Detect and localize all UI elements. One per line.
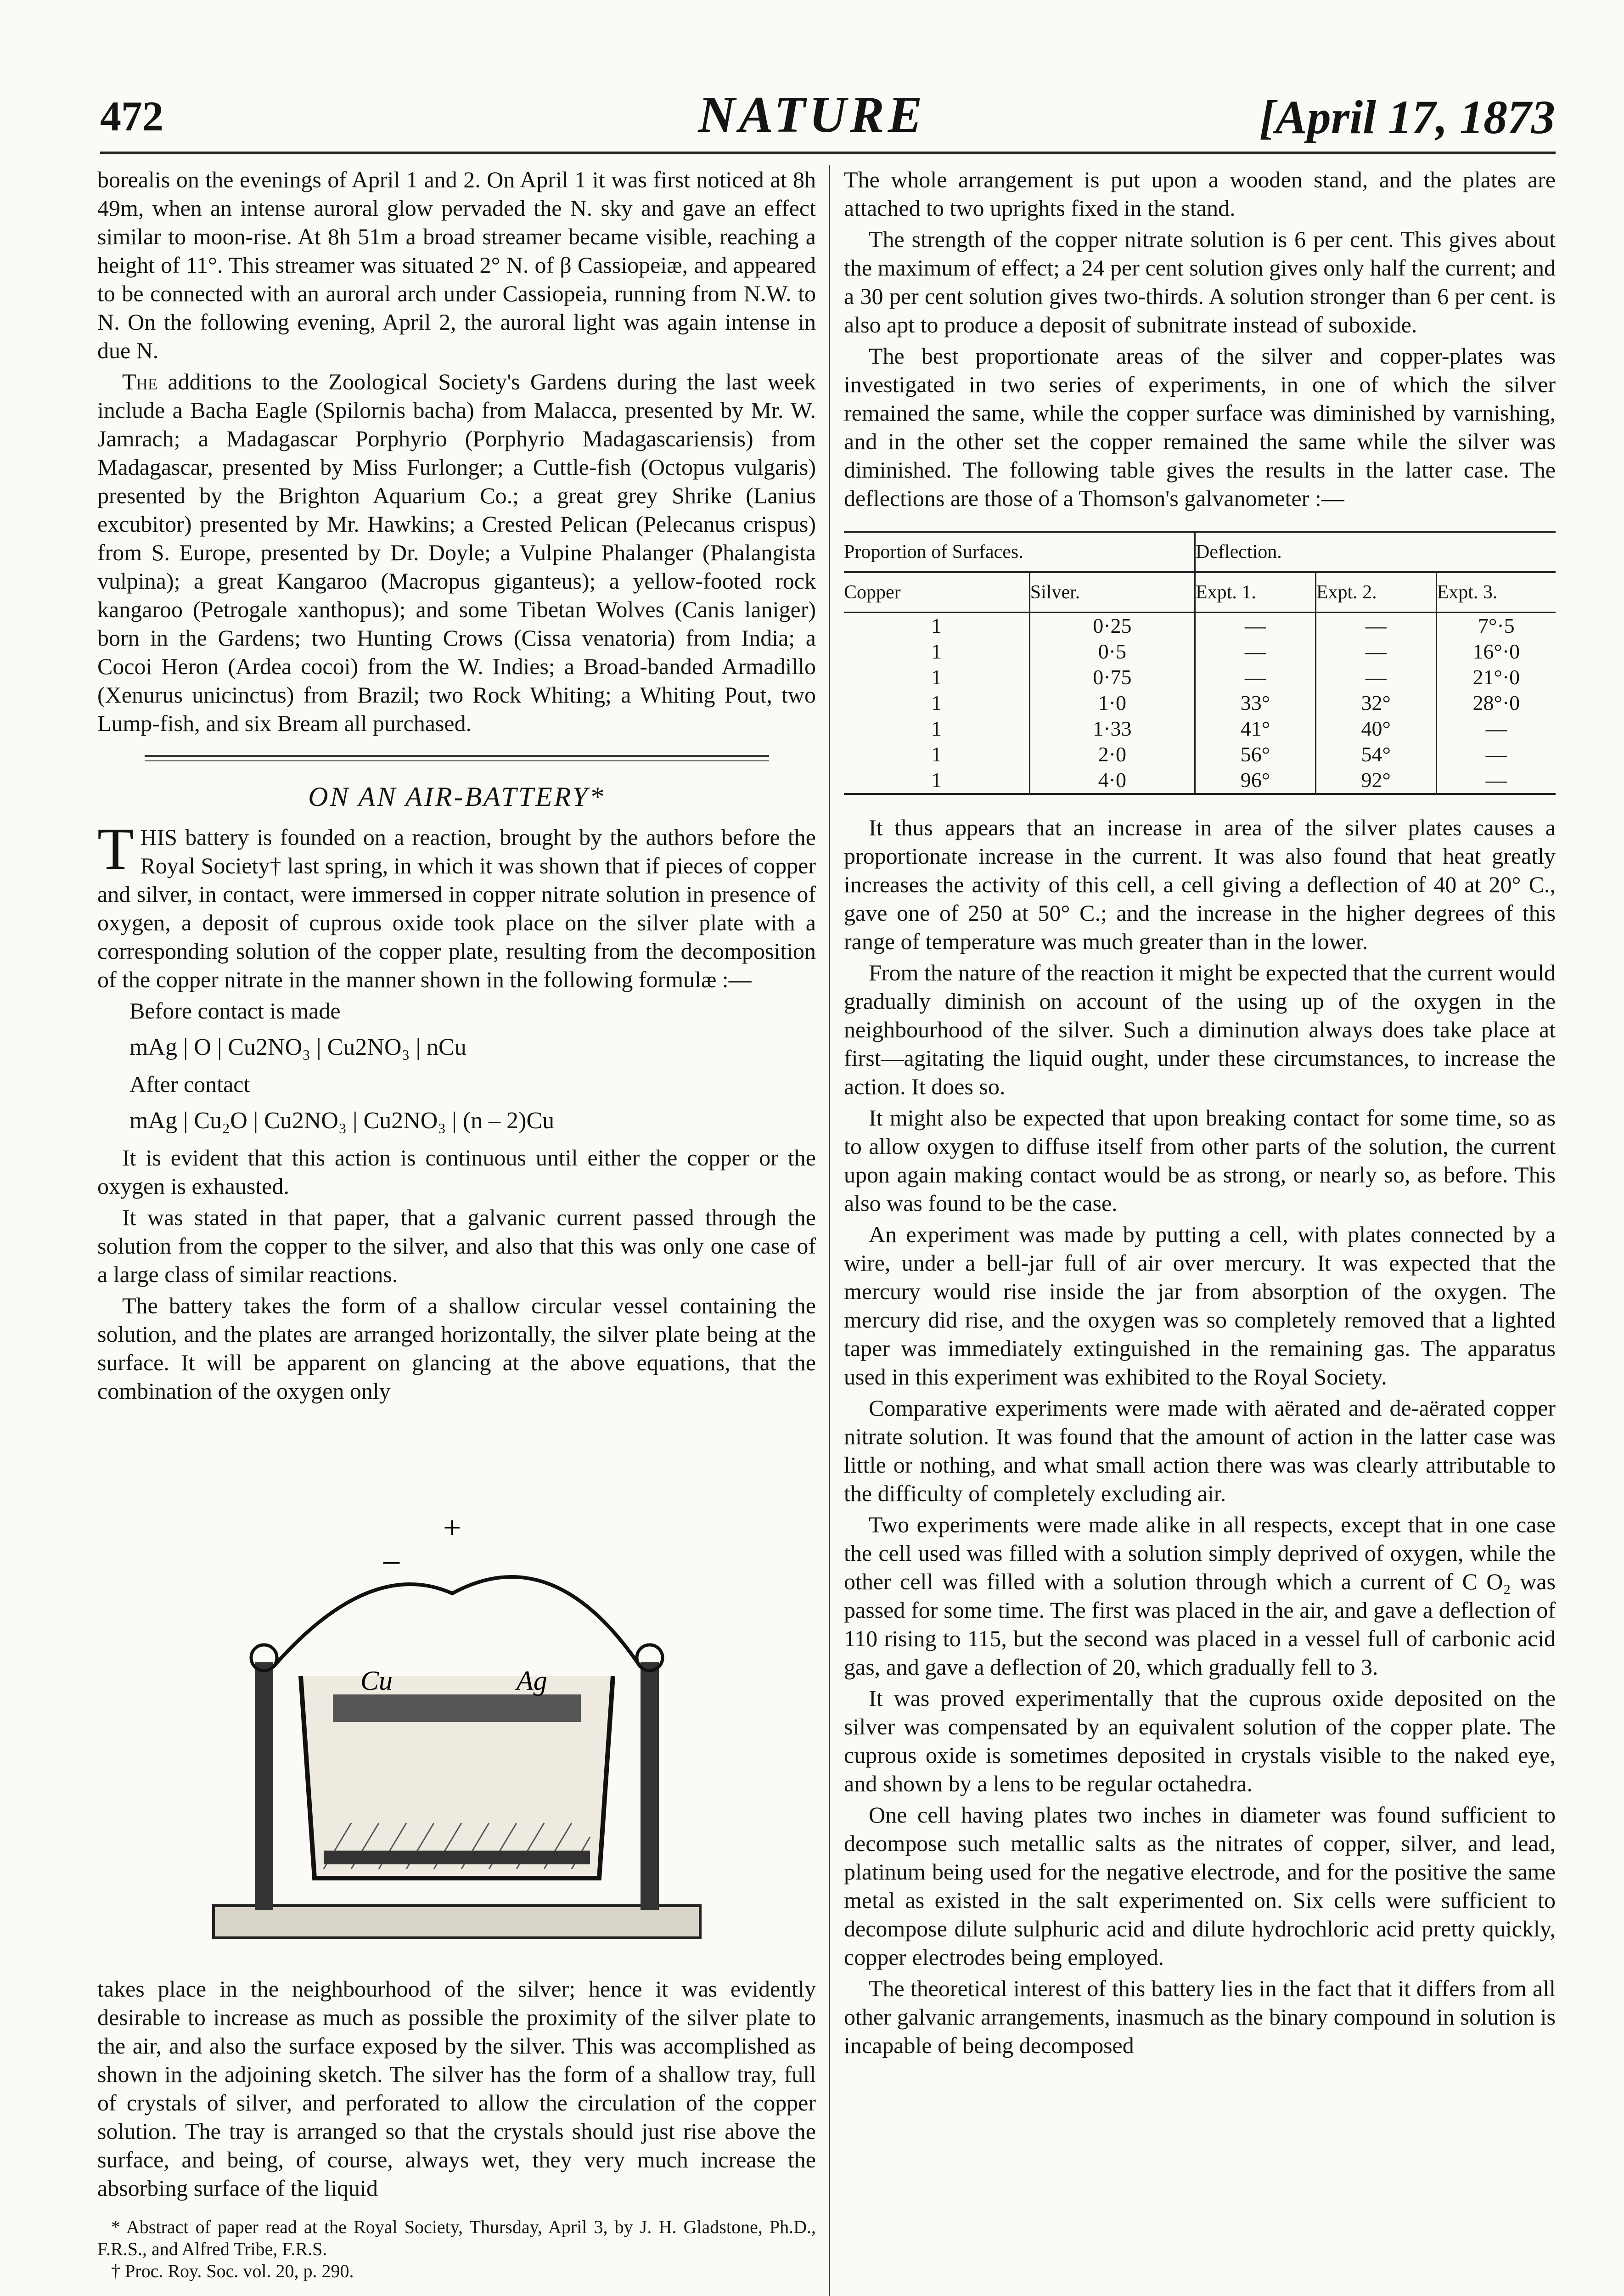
tray-paragraph: takes place in the neighbourhood of the silver; hence it was evidently desirable to increase as much as possible the proximity of the silver plate to the air, and also the surface exposed by the silver. This was accomplished as shown in the adjoining sketch. The silver has the form of a shallow tray, full of crystals of silver, and perforated to allow the circulation of the copper solution. The tray is arranged so that the crystals should just rise above the surface, and being, of course, always wet, they very much increase the absorbing surface of the liquid <box>97 1976 816 2201</box>
table-cell: 21°·0 <box>1436 664 1556 690</box>
minus-sign: – <box>383 1542 399 1578</box>
table-cell: 56° <box>1195 742 1316 767</box>
table-cell: 1 <box>931 768 942 792</box>
zoo-paragraph <box>97 367 816 737</box>
footnote-proc: † Proc. Roy. Soc. vol. 20, p. 290. <box>111 2261 354 2281</box>
area-increase-paragraph: It thus appears that an increase in area of the silver plates causes a proportionate increase in the current. It was also found that heat greatly increases the activity of this cell, a cell giving a deflection of 40 at 20° C., gave one of 250 at 50° C.; and the increase in the higher degrees of this range of temperature was much greater than in the lower. <box>844 815 1556 954</box>
table-cell: 1 <box>931 691 942 715</box>
cuprous-oxide-paragraph: It was proved experimentally that the cuprous oxide deposited on the silver was compensated by an equivalent solution of the copper plate. The cuprous oxide is sometimes deposited in crystals visible to the naked eye, and shown by a lens to be regular octahedra. <box>844 1685 1556 1796</box>
before-contact-label: Before contact is made <box>129 998 341 1024</box>
table-cell: — <box>1195 639 1316 664</box>
table-cell: — <box>1315 664 1436 690</box>
table-cell: 41° <box>1195 716 1316 742</box>
battery-figure <box>186 1419 728 1961</box>
issue-date: [April 17, 1873 <box>1259 91 1555 144</box>
table-header-expt3: Expt. 3. <box>1436 572 1556 613</box>
column-divider <box>829 165 830 2296</box>
breaking-contact-paragraph: It might also be expected that upon breaking contact for some time, so as to allow oxygen to diffuse itself from other parts of the solution, the current upon again making contact would be as strong, or nearly so, as before. This also was found to be the case. <box>844 1105 1556 1216</box>
article-title: ON AN AIR-BATTERY* <box>308 782 605 812</box>
left-upright <box>255 1662 273 1910</box>
aerated-paragraph: Comparative experiments were made with aërated and de-aërated copper nitrate solution. It was found that the amount of action in the latter case was little or nothing, and what small action there was was clearly attributable to the difficulty of completely excluding air. <box>844 1395 1556 1506</box>
deflection-table <box>844 531 1556 795</box>
table-cell: 0·5 <box>1029 639 1195 664</box>
table-cell: 1·33 <box>1029 716 1195 742</box>
strength-paragraph: The strength of the copper nitrate solution is 6 per cent. This gives about the maximum of effect; a 24 per cent solution gives only half the current; and a 30 per cent solution gives two-thirds. A solution stronger than 6 per cent. is also apt to produce a deposit of subnitrate instead of suboxide. <box>844 226 1556 338</box>
table-row <box>844 664 1556 690</box>
current-paragraph: It was stated in that paper, that a galvanic current passed through the solution from the copper to the silver, and also that this was only one case of a large class of similar reactions. <box>97 1204 816 1287</box>
table-cell: 1 <box>931 614 942 637</box>
table-cell: 7°·5 <box>1436 613 1556 639</box>
table-cell: — <box>1436 716 1556 742</box>
right-upright <box>641 1662 659 1910</box>
table-cell: 40° <box>1315 716 1436 742</box>
table-row <box>844 690 1556 716</box>
connecting-wire <box>273 1577 641 1667</box>
table-row <box>844 639 1556 664</box>
article-separator <box>145 755 769 757</box>
table-cell: — <box>1195 664 1316 690</box>
table-cell: 92° <box>1315 767 1436 794</box>
page-number: 472 <box>100 93 163 140</box>
table-cell: 32° <box>1315 690 1436 716</box>
footnotes <box>97 2216 816 2282</box>
table-cell: 1 <box>931 717 942 740</box>
table-cell: 1 <box>931 665 942 689</box>
plus-sign: + <box>443 1510 461 1546</box>
table-cell: 96° <box>1195 767 1316 794</box>
table-row <box>844 716 1556 742</box>
aurora-paragraph: borealis on the evenings of April 1 and 2. On April 1 it was first noticed at 8h 49m, when an intense auroral glow pervaded the N. sky and gave an effect similar to moon-rise. At 8h 51m a broad streamer became visible, reaching a height of 11°. This streamer was situated 2° N. of β Cassiopeiæ, and appeared to be connected with an auroral arch under Cassiopeia, running from N.W. to N. On the following evening, April 2, the auroral light was again intense in due N. <box>97 167 816 363</box>
intro-paragraph <box>97 816 816 994</box>
table-cell: 28°·0 <box>1436 690 1556 716</box>
table-cell: 1·0 <box>1029 690 1195 716</box>
drop-cap: T <box>97 816 134 882</box>
page-header <box>0 0 1624 156</box>
decompose-paragraph: One cell having plates two inches in diameter was found sufficient to decompose such metallic salts as the nitrates of copper, silver, and lead, platinum being used for the negative electrode, and for the positive the same metal as existed in the salt experimented on. Six cells were sufficient to decompose dilute sulphuric acid and dilute hydrochloric acid pretty quickly, copper electrodes being employed. <box>844 1802 1556 1970</box>
table-header-copper: Copper <box>844 582 901 603</box>
table-header-expt2: Expt. 2. <box>1315 572 1436 613</box>
ag-label: Ag <box>516 1666 547 1696</box>
left-column <box>97 165 816 2282</box>
table-header-silver: Silver. <box>1029 572 1195 613</box>
cu-label: Cu <box>360 1666 393 1696</box>
battery-form-paragraph: The battery takes the form of a shallow circular vessel containing the solution, and the plates are arranged horizontally, the silver plate being at the surface. It will be apparent on glancing at the above equations, that the combination of the oxygen only <box>97 1293 816 1404</box>
table-cell: — <box>1315 613 1436 639</box>
table-group-deflection: Deflection. <box>1195 532 1556 572</box>
after-contact-label: After contact <box>129 1071 250 1097</box>
table-cell: — <box>1436 742 1556 767</box>
right-column <box>844 165 1556 2062</box>
table-cell: 54° <box>1315 742 1436 767</box>
continuous-paragraph: It is evident that this action is continuous until either the copper or the oxygen is exhausted. <box>97 1145 816 1199</box>
table-row <box>844 742 1556 767</box>
journal-title: NATURE <box>698 86 926 143</box>
zoo-lead: The <box>122 369 158 394</box>
table-row <box>844 613 1556 639</box>
table-cell: — <box>1315 639 1436 664</box>
table-cell: — <box>1195 613 1316 639</box>
table-cell: 0·75 <box>1029 664 1195 690</box>
header-rule <box>100 152 1556 154</box>
table-cell: 33° <box>1195 690 1316 716</box>
intro-text: HIS battery is founded on a reaction, brought by the authors before the Royal Society† last spring, in which it was shown that if pieces of copper and silver, in contact, were immersed in copper nitrate solution in presence of oxygen, a deposit of cuprous oxide took place on the silver plate with a corresponding solution of the copper plate, resulting from the decomposition of the copper nitrate in the manner shown in the following formulæ :— <box>97 824 816 992</box>
table-row <box>844 767 1556 794</box>
zoo-text: additions to the Zoological Society's Gardens during the last week include a Bacha Eagle (Spilornis bacha) from Malacca, presented by Mr. W. Jamrach; a Madagascar Porphyrio (Porphyrio Madagascariensis) from Madagascar, presented by Miss Furlonger; a Cuttle-fish (Octopus vulgaris) presented by the Brighton Aquarium Co.; a great grey Shrike (Lanius excubitor) presented by Mr. Hawkins; a Crested Pelican (Pelecanus crispus) from S. Europe, presented by Dr. Doyle; a Vulpine Phalanger (Phalangista vulpina); a great Kangaroo (Macropus giganteus); a yellow-footed rock kangaroo (Petrogale xanthopus); and some Tibetan Wolves (Canis laniger) born in the Gardens; two Hunting Crows (Cissa venatoria) from India; a Cocoi Heron (Ardea cocoi) from the W. Indies; a Broad-banded Armadillo (Xenurus unicinctus) from Brazil; two Rock Whiting; a Whiting Pout, two Lump-fish, and six Bream all purchased. <box>97 369 816 736</box>
table-header-expt1: Expt. 1. <box>1195 572 1316 613</box>
table-cell: 2·0 <box>1029 742 1195 767</box>
table-cell: 1 <box>931 743 942 766</box>
article-separator-thin <box>145 760 769 761</box>
table-cell: 1 <box>931 640 942 663</box>
copper-plate <box>324 1851 590 1864</box>
wooden-stand <box>214 1906 700 1938</box>
silver-tray <box>333 1694 581 1722</box>
formula-after: mAg | Cu₂O | Cu2NO₃ | Cu2NO₃ | (n – 2)Cu <box>129 1108 555 1134</box>
bell-jar-paragraph: An experiment was made by putting a cell, with plates connected by a wire, under a bell-jar full of air over mercury. It was expected that the mercury would rise inside the jar from absorption of the oxygen. The mercury did rise, and the oxygen was so completely removed that a lighted taper was immediately extinguished in the remaining gas. The apparatus used in this experiment was exhibited to the Royal Society. <box>844 1221 1556 1390</box>
table-cell: — <box>1436 767 1556 794</box>
table-group-proportion: Proportion of Surfaces. <box>844 541 1023 563</box>
table-cell: 16°·0 <box>1436 639 1556 664</box>
diminish-paragraph: From the nature of the reaction it might be expected that the current would gradually diminish on account of the using up of the oxygen in the neighbourhood of the silver. Such a diminution always does take place at first—agitating the liquid ought, under these circumstances, to increase the action. It does so. <box>844 960 1556 1099</box>
arrangement-paragraph: The whole arrangement is put upon a wooden stand, and the plates are attached to two uprights fixed in the stand. <box>844 167 1556 221</box>
areas-paragraph: The best proportionate areas of the silver and copper-plates was investigated in two series of experiments, in one of which the silver remained the same, while the copper surface was diminished by varnishing, and in the other set the copper remained the same while the silver was diminished. The following table gives the results in the latter case. The deflections are those of a Thomson's galvanometer :— <box>844 343 1556 511</box>
table-cell: 4·0 <box>1029 767 1195 794</box>
formula-before: mAg | O | Cu2NO₃ | Cu2NO₃ | nCu <box>129 1034 466 1060</box>
table-cell: 0·25 <box>1029 613 1195 639</box>
footnote-abstract: * Abstract of paper read at the Royal Society, Thursday, April 3, by J. H. Gladstone, Ph.D., F.R.S., and Alfred Tribe, F.R.S. <box>97 2217 816 2259</box>
two-experiments-paragraph: Two experiments were made alike in all respects, except that in one case the cell used was filled with a solution simply deprived of oxygen, while the other cell was filled with a solution through which a current of C O₂ was passed for some time. The first was placed in the air, and gave a deflection of 110 rising to 115, but the second was placed in a vessel full of carbonic acid gas, and gave a deflection of 20, which gradually fell to 3. <box>844 1512 1556 1680</box>
theoretical-paragraph: The theoretical interest of this battery lies in the fact that it differs from all other galvanic arrangements, inasmuch as the binary compound in solution is incapable of being decomposed <box>844 1975 1556 2058</box>
